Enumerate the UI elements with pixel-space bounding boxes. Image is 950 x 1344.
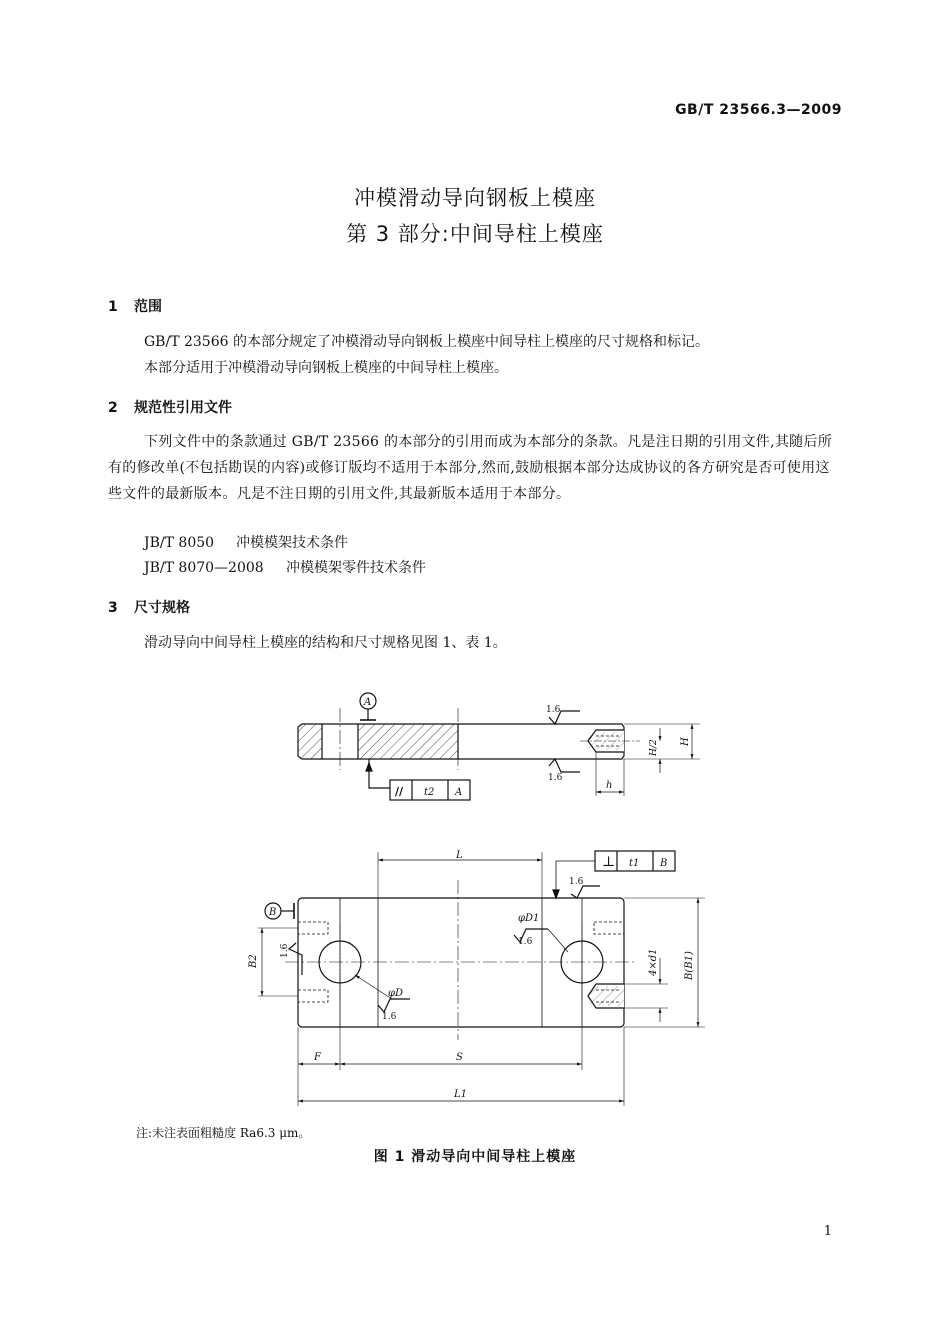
dim-l1-label: L1: [454, 1089, 468, 1100]
datum-a-label: A: [364, 697, 372, 708]
side-view: [298, 693, 700, 800]
dim-s-label: S: [456, 1052, 463, 1063]
reference-title: 冲模模架技术条件: [236, 535, 348, 551]
reference-code: JB/T 8050: [144, 535, 215, 551]
reference-title: 冲模模架零件技术条件: [286, 560, 426, 576]
plan-view: [258, 851, 705, 1106]
page-number: 1: [823, 1224, 832, 1239]
roughness-label-plan-left: 1.6: [280, 943, 290, 958]
figure-caption: 图 1 滑动导向中间导柱上模座: [373, 1149, 577, 1165]
roughness-label-plan-top: 1.6: [569, 877, 584, 887]
section-title: 尺寸规格: [134, 600, 190, 616]
tol-perp-value: t1: [629, 858, 640, 869]
dim-4xd1-label: 4×d1: [648, 948, 659, 976]
dim-bb1-label: B(B1): [684, 951, 695, 980]
section-title: 规范性引用文件: [134, 400, 232, 416]
section-2-para-1: 下列文件中的条款通过 GB/T 23566 的本部分的引用而成为本部分的条款。凡是注日期的引用文件,其随后所有的修改单(不包括勘误的内容)或修订版均不适用于本部分,然而,鼓励根据本部分达成协议的各方研究是否可使用这些文件的最新版本。凡是不注日期的引用文件,其最新版本适用于本部分。: [108, 434, 833, 502]
figure-note: 注:未注表面粗糙度 Ra6.3 μm。: [136, 1126, 311, 1140]
title-line-2: 第 3 部分:中间导柱上模座: [346, 222, 604, 246]
perp-symbol: ⊥: [602, 854, 616, 870]
roughness-label-bottom: 1.6: [548, 773, 563, 783]
dim-phi-d1-label: φD1: [518, 913, 540, 924]
roughness-label-d1: 1.6: [518, 937, 533, 947]
title-line-1: 冲模滑动导向钢板上模座: [354, 186, 596, 210]
parallel-symbol: //: [395, 785, 404, 798]
tol-parallel-datum: A: [455, 787, 463, 798]
dim-phi-d-label: φD: [388, 988, 404, 999]
section-number: 3: [108, 600, 118, 616]
section-title: 范围: [134, 299, 162, 315]
dim-f-label: F: [314, 1052, 321, 1063]
roughness-label-d: 1.6: [382, 1012, 397, 1022]
section-3-para-1: 滑动导向中间导柱上模座的结构和尺寸规格见图 1、表 1。: [144, 635, 507, 651]
tol-perp-datum: B: [660, 858, 668, 869]
dim-small-h-label: h: [606, 780, 613, 791]
roughness-label-top: 1.6: [546, 705, 561, 715]
section-number: 1: [108, 299, 118, 315]
dim-b2-label: B2: [248, 954, 259, 968]
datum-b-label: B: [269, 907, 277, 918]
dim-l-label: L: [456, 850, 463, 861]
section-number: 2: [108, 400, 118, 416]
dim-h-label: H: [680, 737, 691, 746]
reference-code: JB/T 8070—2008: [144, 560, 264, 576]
section-1-para-2: 本部分适用于冲模滑动导向钢板上模座的中间导柱上模座。: [144, 360, 508, 376]
dim-h2-label: H/2: [649, 739, 659, 756]
section-1-para-1: GB/T 23566 的本部分规定了冲模滑动导向钢板上模座中间导柱上模座的尺寸规格和标记。: [144, 334, 709, 350]
standard-code: GB/T 23566.3—2009: [675, 102, 842, 118]
tol-parallel-value: t2: [424, 787, 435, 798]
